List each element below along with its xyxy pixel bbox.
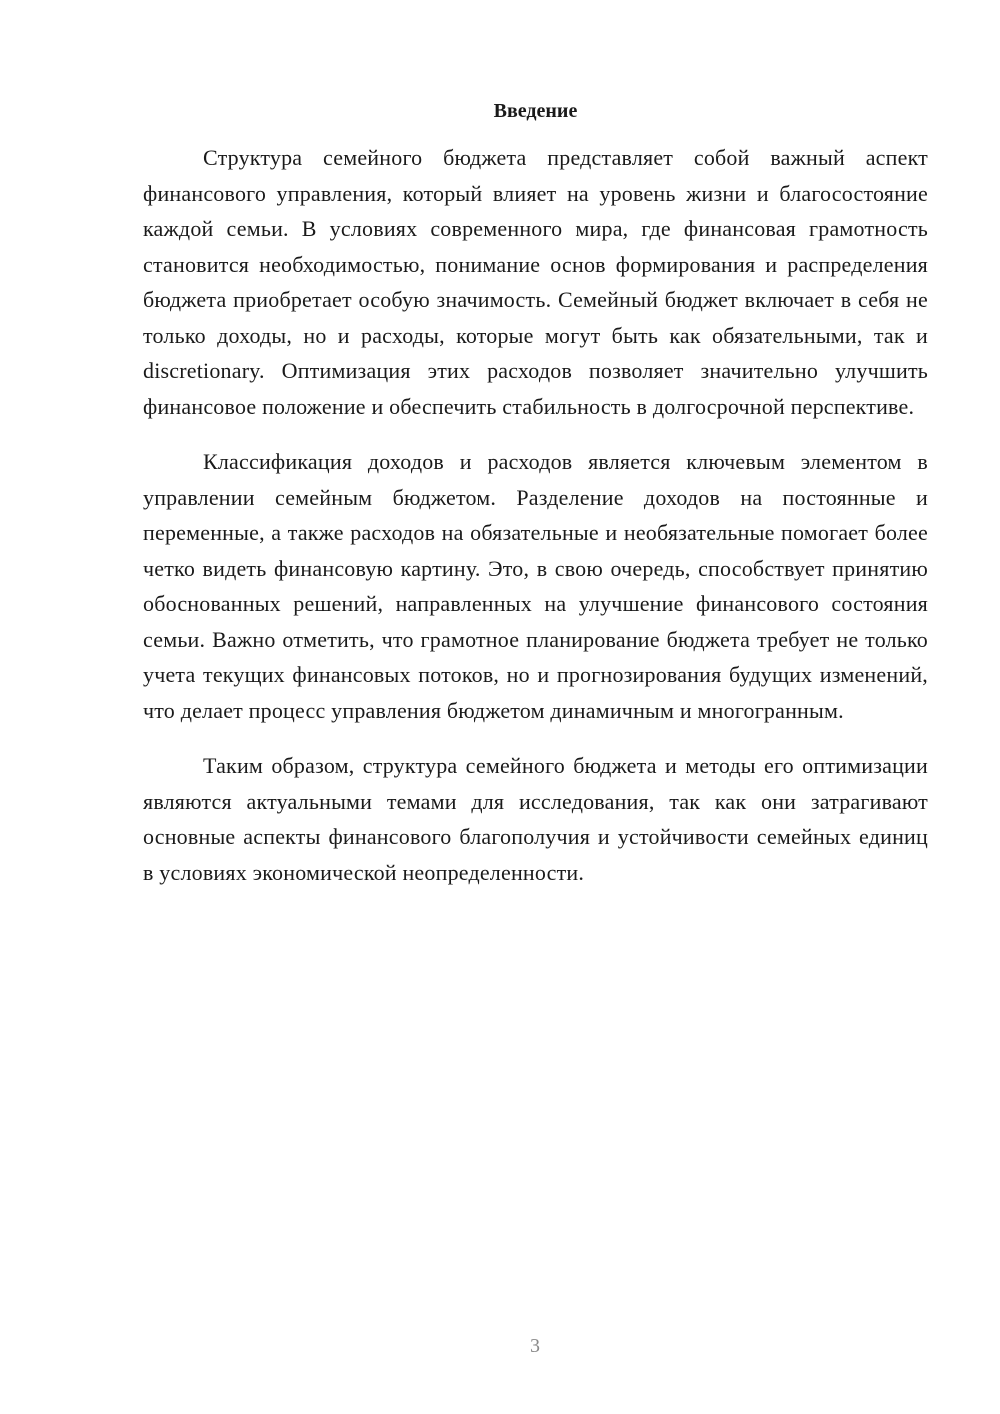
section-heading: Введение — [493, 100, 578, 122]
paragraph-2: Классификация доходов и расходов является ключевым элементом в управлении семейным бюджетом. Разделение доходов на постоянные и переменные, а также расходов на обязательные и необязательные помогает более четко видеть финансовую картину. Это, в свою очередь, способствует принятию обоснованных решений, направленных на улучшение финансового состояния семьи. Важно отметить, что грамотное планирование бюджета требует не только учета текущих финансовых потоков, но и прогнозирования будущих изменений, что делает процесс управления бюджетом динамичным и многогранным. — [143, 449, 928, 723]
paragraph-3: Таким образом, структура семейного бюджета и методы его оптимизации являются актуальными темами для исследования, так как они затрагивают основные аспекты финансового благополучия и устойчивости семейных единиц в условиях экономической неопределенности. — [143, 753, 928, 885]
paragraph-1: Структура семейного бюджета представляет собой важный аспект финансового управления, который влияет на уровень жизни и благосостояние каждой семьи. В условиях современного мира, где финансовая грамотность становится необходимостью, понимание основ формирования и распределения бюджета приобретает особую значимость. Семейный бюджет включает в себя не только доходы, но и расходы, которые могут быть как обязательными, так и discretionary. Оптимизация этих расходов позволяет значительно улучшить финансовое положение и обеспечить стабильность в долгосрочной перспективе. — [143, 145, 928, 419]
page-content — [143, 96, 928, 910]
page-number: 3 — [530, 1335, 540, 1357]
